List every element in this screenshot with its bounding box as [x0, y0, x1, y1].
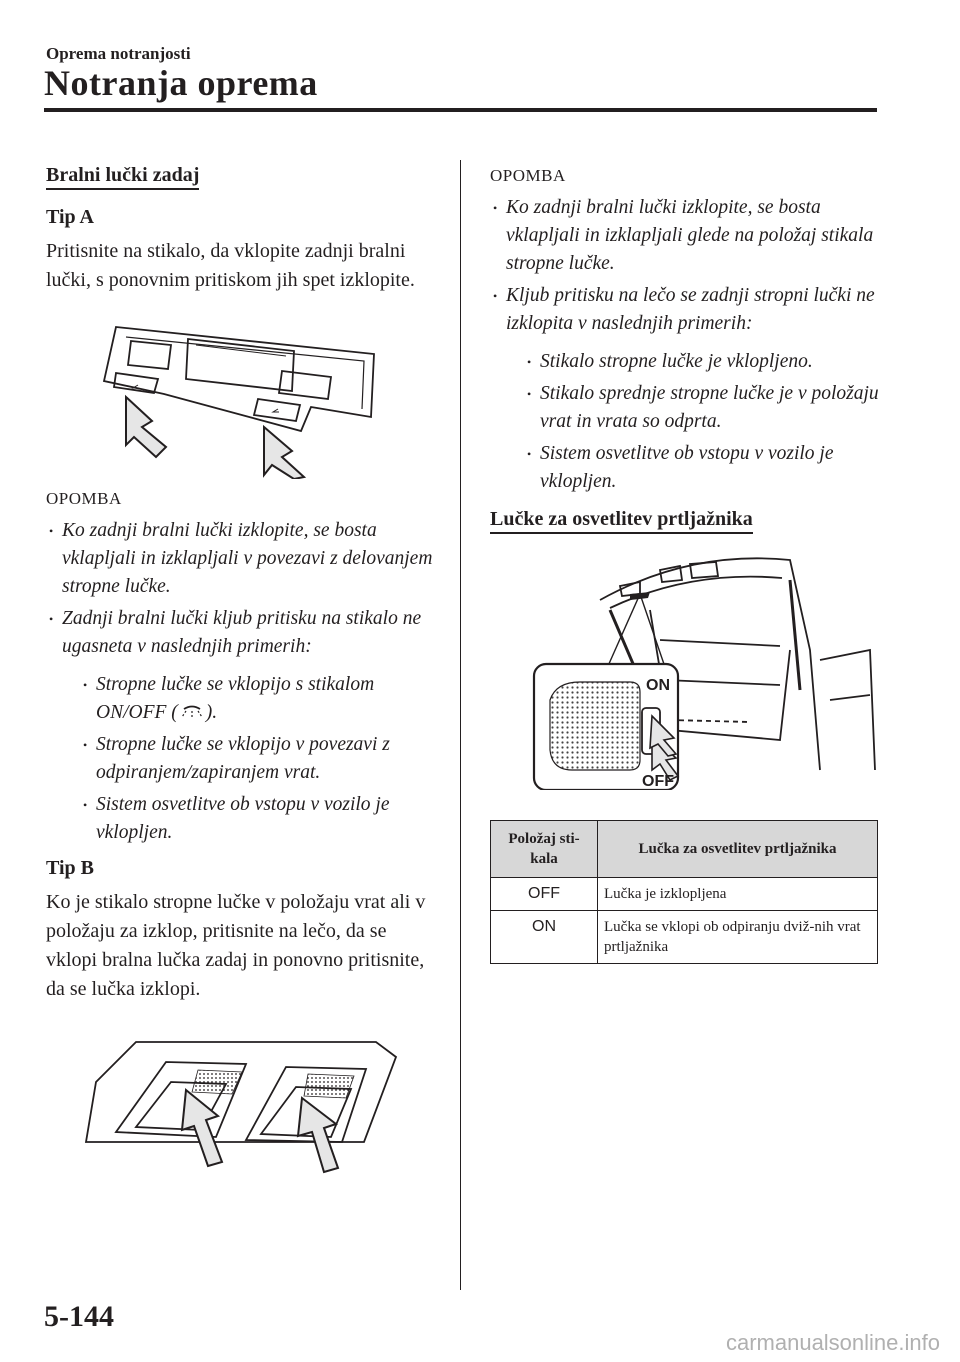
right-column [490, 160, 880, 964]
watermark: carmanualsonline.info [725, 1330, 940, 1355]
note-label-left: OPOMBA [46, 489, 122, 508]
note-list-right [490, 194, 880, 496]
table-row [491, 878, 878, 911]
list-item: • Kljub pritisku na lečo se zadnji stropni lučki ne izklopita v naslednjih primerih: • Stikalo stropne lučke je vklopljeno. • Stikalo sprednje stropne lučke je v položaju vrat in vrata so odprta. • Sistem osvetlitve ob vstopu v vozilo je vklopljen. [490, 282, 880, 496]
cargo-lamp-table [490, 820, 878, 964]
heading-type-b: Tip B [46, 857, 94, 879]
list-item: • Stropne lučke se vklopijo s stikalom ON/OFF ( ). [80, 671, 438, 727]
figure-label-on: ON [646, 677, 670, 694]
heading-rear-reading-lamps: Bralni lučki zadaj [46, 164, 199, 190]
list-item: • Sistem osvetlitve ob vstopu v vozilo je vklopljen. [524, 440, 880, 496]
list-item: • Sistem osvetlitve ob vstopu v vozilo je vklopljen. [80, 791, 438, 847]
list-item: • Ko zadnji bralni lučki izklopite, se bosta vklapljali in izklapljali glede na položaj stikala stropne lučke. [490, 194, 880, 278]
table-header-row [491, 821, 878, 878]
page-title: Notranja oprema [44, 63, 318, 103]
table-cell-position: ON [491, 911, 598, 964]
list-item: • Zadnji bralni lučki kljub pritisku na stikalo ne ugasneta v naslednjih primerih: • Stropne lučke se vklopijo s stikalom ON/OFF ( ). • Stropne lučke se vklopijo v povezavi z odpiranjem/zapiranjem vrat. • Sistem osvetlitve ob vstopu v vozilo je vklopljen. [46, 605, 438, 847]
header-rule [44, 108, 877, 112]
list-item: • Ko zadnji bralni lučki izklopite, se bosta vklapljali in izklapljali v povezavi z delovanjem stropne lučke. [46, 517, 438, 601]
sub-list-right [524, 348, 880, 496]
list-item: • Stropne lučke se vklopijo v povezavi z odpiranjem/zapiranjem vrat. [80, 731, 438, 787]
dome-light-icon [178, 703, 206, 719]
sub-list-left [80, 671, 438, 847]
column-header: Položaj sti-kala [491, 821, 598, 878]
section-label: Oprema notranjosti [46, 44, 191, 63]
heading-cargo-lamp: Lučke za osvetlitev prtljažnika [490, 508, 753, 534]
note-label-right: OPOMBA [490, 166, 566, 185]
table-row [491, 911, 878, 964]
figure-label-off: OFF [642, 773, 674, 790]
type-b-text: Ko je stikalo stropne lučke v položaju vrat ali v položaju za izklop, pritisnite na lečo, da se vklopi bralna lučka zadaj in ponovno pritisnite, da se lučka izklopi. [46, 891, 426, 1000]
table-cell-description: Lučka se vklopi ob odpiranju dviž-nih vrat prtljažnika [598, 911, 878, 964]
figure-type-a-switches [46, 299, 438, 479]
figure-cargo-lamp [490, 550, 880, 790]
list-item: • Stikalo stropne lučke je vklopljeno. [524, 348, 880, 376]
note-list-left [46, 517, 438, 847]
table-cell-description: Lučka je izklopljena [598, 878, 878, 911]
column-divider [460, 160, 461, 1290]
list-item: • Stikalo sprednje stropne lučke je v položaju vrat in vrata so odprta. [524, 380, 880, 436]
table-cell-position: OFF [491, 878, 598, 911]
left-column [46, 160, 438, 1182]
type-a-text: Pritisnite na stikalo, da vklopite zadnji bralni lučki, s ponovnim pritiskom jih spet izklopite. [46, 240, 415, 291]
page-number: 5-144 [44, 1300, 114, 1333]
figure-type-b-lenses [46, 1012, 438, 1182]
heading-type-a: Tip A [46, 206, 94, 228]
column-header: Lučka za osvetlitev prtljažnika [598, 821, 878, 878]
